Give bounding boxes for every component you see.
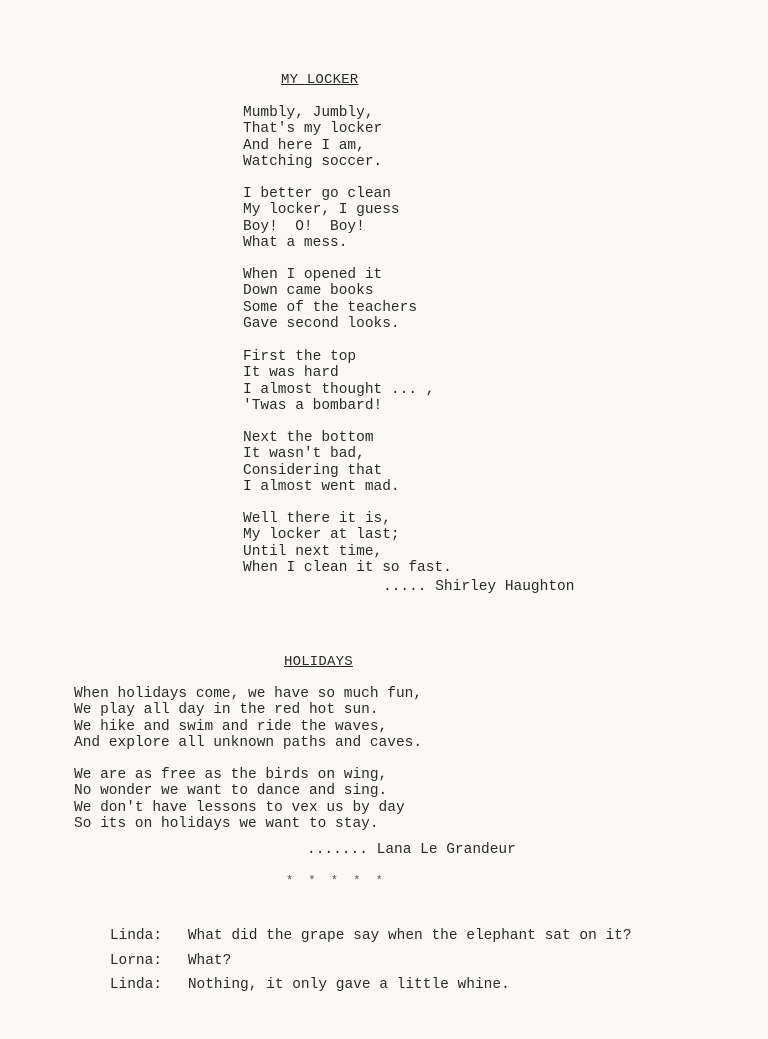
poem-line: We don't have lessons to vex us by day	[74, 799, 405, 816]
poem1-author: ..... Shirley Haughton	[383, 579, 575, 595]
poem-line: It was hard	[243, 365, 339, 382]
poem-line: Down came books	[243, 283, 374, 300]
poem2-author: ....... Lana Le Grandeur	[307, 842, 516, 858]
poem2-stanza-1	[74, 686, 422, 751]
poem-line: Boy! O! Boy!	[243, 218, 365, 235]
poem-line: My locker at last;	[243, 527, 400, 544]
poem-line: Watching soccer.	[243, 153, 383, 170]
poem-line: 'Twas a bombard!	[243, 397, 383, 414]
joke-text: What?	[187, 953, 232, 969]
poem1-stanza-1	[243, 105, 382, 170]
poem-line: We play all day in the red hot sun.	[74, 702, 379, 719]
poem1-stanza-3	[243, 267, 417, 332]
poem-title-holidays: HOLIDAYS	[284, 654, 353, 670]
joke-text: What did the grape say when the elephant sat on it?	[187, 928, 632, 944]
poem-line: We are as free as the birds on wing,	[74, 767, 388, 783]
section-separator: * * * * *	[286, 874, 387, 888]
poem-line: And explore all unknown paths and caves.	[74, 734, 423, 751]
poem-title-my-locker: MY LOCKER	[281, 72, 359, 88]
poem-line: I better go clean	[243, 186, 391, 202]
poem1-stanza-2	[243, 186, 400, 251]
poem-line: That's my locker	[243, 121, 383, 138]
joke-speaker: Linda:	[109, 928, 163, 944]
poem-line: Gave second looks.	[243, 315, 400, 332]
poem1-stanza-5	[243, 430, 400, 495]
joke-speaker: Lorna:	[109, 953, 163, 969]
poem-line: My locker, I guess	[243, 202, 400, 219]
joke-speaker: Linda:	[109, 977, 163, 993]
joke-line	[75, 961, 510, 1009]
poem-line: And here I am,	[243, 137, 365, 154]
poem-line: Until next time,	[243, 543, 383, 560]
poem-line: First the top	[243, 349, 357, 365]
poem-line: So its on holidays we want to stay.	[74, 815, 379, 832]
poem1-stanza-4	[243, 349, 434, 414]
poem-line: When holidays come, we have so much fun,	[74, 686, 423, 702]
poem-line: I almost thought ... ,	[243, 381, 435, 398]
joke-text: Nothing, it only gave a little whine.	[187, 977, 510, 993]
poem-line: We hike and swim and ride the waves,	[74, 718, 388, 735]
poem-line: I almost went mad.	[243, 478, 400, 495]
poem-line: When I opened it	[243, 267, 383, 283]
poem-line: Next the bottom	[243, 430, 374, 446]
poem-line: What a mess.	[243, 234, 348, 251]
poem-line: Well there it is,	[243, 511, 391, 527]
poem1-stanza-6	[243, 511, 452, 576]
poem-line: When I clean it so fast.	[243, 559, 452, 576]
poem-line: Mumbly, Jumbly,	[243, 105, 374, 121]
poem2-stanza-2	[74, 767, 405, 832]
poem-line: No wonder we want to dance and sing.	[74, 783, 388, 800]
poem-line: Some of the teachers	[243, 299, 418, 316]
poem-line: Considering that	[243, 462, 383, 479]
poem-line: It wasn't bad,	[243, 446, 365, 463]
